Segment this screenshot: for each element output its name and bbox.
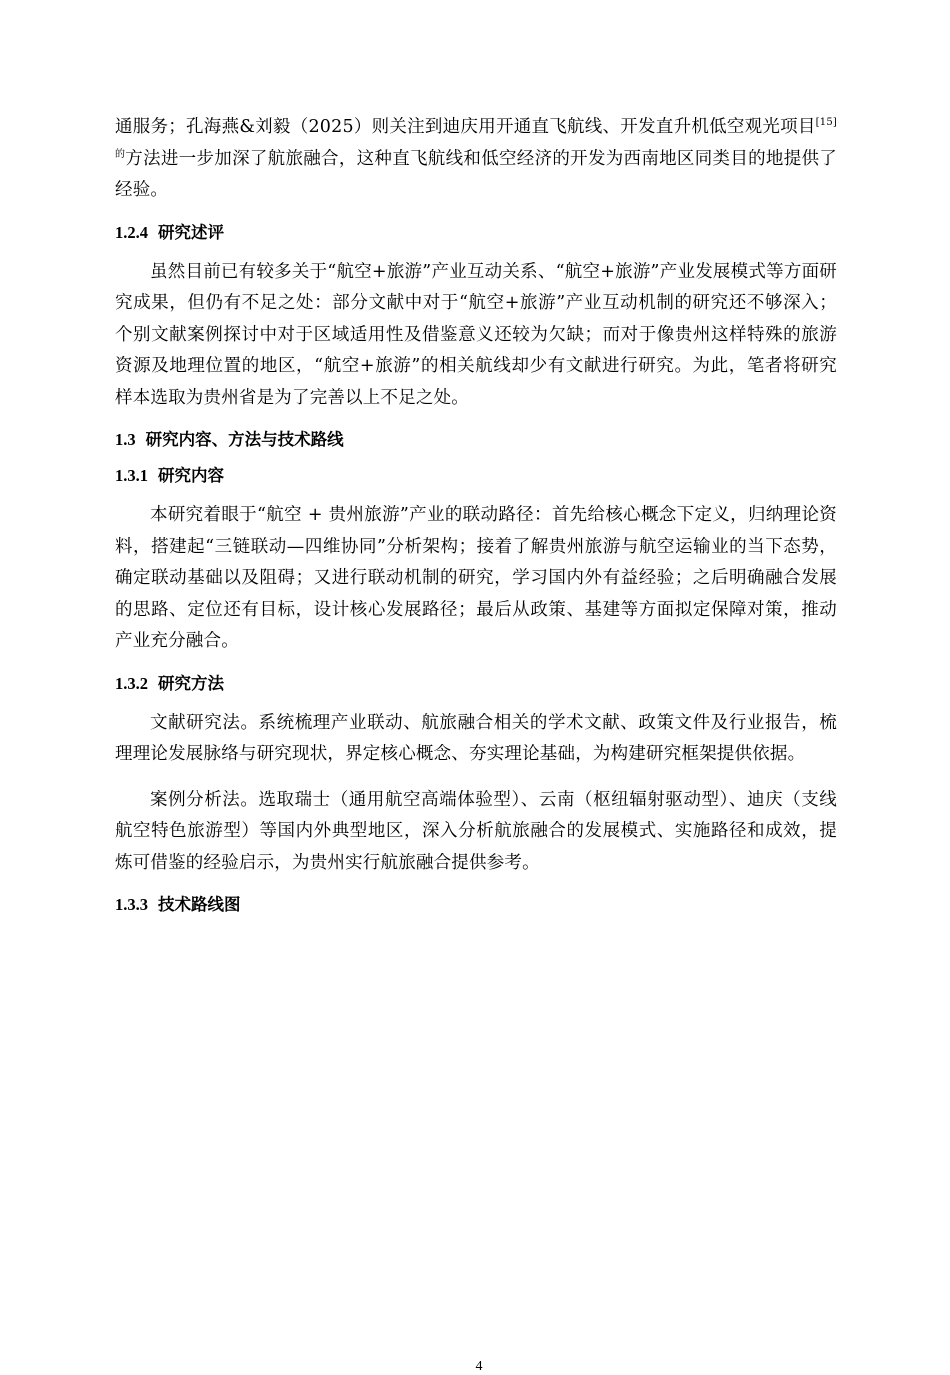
document-body: [115, 112, 837, 1374]
heading-1-3: [115, 428, 837, 452]
intro-paragraph: [115, 112, 837, 207]
method-literature-paragraph: 文献研究法。系统梳理产业联动、航旅融合相关的学术文献、政策文件及行业报告，梳理理论发展脉络与研究现状，界定核心概念、夯实理论基础，为构建研究框架提供依据。: [115, 712, 837, 764]
heading-number: 1.3.1: [115, 466, 148, 485]
heading-number: 1.2.4: [115, 222, 148, 242]
heading-1-2-4: [115, 221, 837, 245]
heading-1-3-1: [115, 464, 837, 488]
heading-number: 1.3.2: [115, 673, 148, 693]
page-number: 4: [475, 1359, 483, 1374]
content-paragraph: 本研究着眼于“航空 + 贵州旅游”产业的联动路径：首先给核心概念下定义，归纳理论资料，搭建起“三链联动—四维协同”分析架构；接着了解贵州旅游与航空运输业的当下态势，确定联动基础以及阻碍；又进行联动机制的研究，学习国内外有益经验；之后明确融合发展的思路、定位还有目标，设计核心发展路径；最后从政策、基建等方面拟定保障对策，推动产业充分融合。: [115, 505, 837, 651]
intro-text-after-ref: 方法进一步加深了航旅融合，这种直飞航线和低空经济的开发为西南地区同类目的地提供了经验。: [115, 148, 837, 200]
heading-number: 1.3.3: [115, 895, 148, 914]
citation-ref: [15]的: [115, 117, 837, 160]
heading-number: 1.3: [115, 430, 136, 449]
review-paragraph: 虽然目前已有较多关于“航空+旅游”产业互动关系、“航空+旅游”产业发展模式等方面研究成果，但仍有不足之处：部分文献中对于“航空+旅游”产业互动机制的研究还不够深入；个别文献案例探讨中对于区域适用性及借鉴意义还较为欠缺；而对于像贵州这样特殊的旅游资源及地理位置的地区，“航空+旅游”的相关航线却少有文献进行研究。为此，笔者将研究样本选取为贵州省是为了完善以上不足之处。: [115, 261, 837, 408]
heading-1-3-2: [115, 672, 837, 696]
method-case-paragraph: 案例分析法。选取瑞士（通用航空高端体验型）、云南（枢纽辐射驱动型）、迪庆（支线航空特色旅游型）等国内外典型地区，深入分析航旅融合的发展模式、实施路径和成效，提炼可借鉴的经验启示，为贵州实行航旅融合提供参考。: [115, 789, 837, 873]
heading-1-3-3: [115, 893, 837, 917]
heading-title: 研究方法: [158, 673, 224, 693]
heading-title: 研究述评: [158, 222, 224, 242]
heading-title: 研究内容: [158, 466, 224, 485]
intro-text-before-ref: 通服务；孔海燕&刘毅（2025）则关注到迪庆用开通直飞航线、开发直升机低空观光项目: [115, 117, 816, 137]
heading-title: 研究内容、方法与技术路线: [145, 430, 344, 449]
heading-title: 技术路线图: [158, 895, 241, 914]
